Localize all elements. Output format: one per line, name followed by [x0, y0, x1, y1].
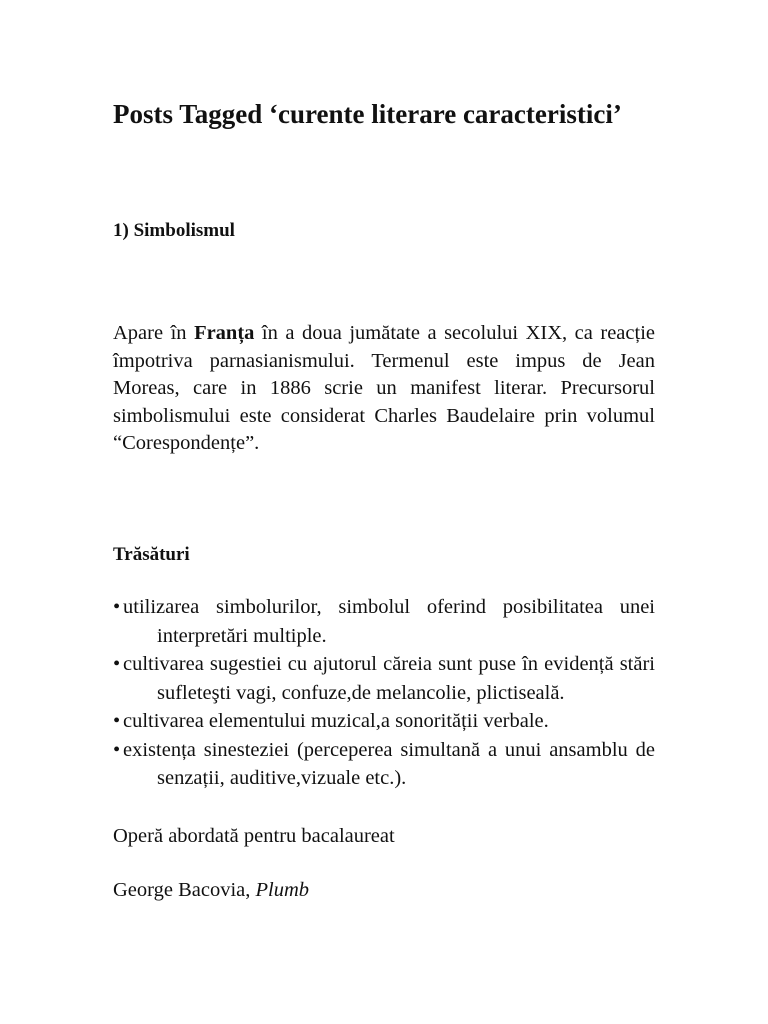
work-reference	[113, 876, 309, 904]
bullet-icon: •	[113, 596, 121, 618]
bullet-icon: •	[113, 710, 121, 732]
feature-text: utilizarea simbolurilor, simbolul oferind posibilitatea unei interpretări multiple.	[123, 596, 655, 647]
bullet-icon: •	[113, 653, 121, 675]
intro-text-start: Apare în	[113, 322, 195, 344]
intro-bold-country: Franța	[194, 322, 255, 344]
feature-text: cultivarea sugestiei cu ajutorul căreia sunt puse în evidență stări sufleteşti vagi, confuze,de melancolie, plictiseală.	[123, 653, 655, 704]
work-title: Plumb	[255, 879, 310, 901]
intro-paragraph	[113, 320, 655, 458]
document-page	[113, 96, 655, 901]
exam-label: Operă abordată pentru bacalaureat	[113, 825, 395, 847]
list-item	[113, 593, 655, 650]
page-title: Posts Tagged ‘curente literare caracteristici’	[113, 99, 622, 129]
list-item	[113, 650, 655, 707]
feature-text: cultivarea elementului muzical,a sonorității verbale.	[123, 710, 549, 732]
work-author: George Bacovia,	[113, 879, 256, 901]
features-heading: Trăsături	[113, 544, 190, 565]
intro-text-rest: în a doua jumătate a secolului XIX, ca reacție împotriva parnasianismului. Termenul este impus de Jean Moreas, care in 1886 scrie un manifest literar. Precursorul simbolismului este considerat Charles Baudelaire prin volumul “Corespondențe”.	[113, 322, 655, 454]
list-item	[113, 736, 655, 793]
bullet-icon: •	[113, 738, 121, 761]
features-list	[113, 593, 655, 793]
list-item	[113, 707, 655, 736]
section-heading: 1) Simbolismul	[113, 220, 235, 241]
feature-text: existența sinesteziei (perceperea simultană a unui ansamblu de senzații, auditive,vizuale etc.).	[123, 738, 655, 789]
